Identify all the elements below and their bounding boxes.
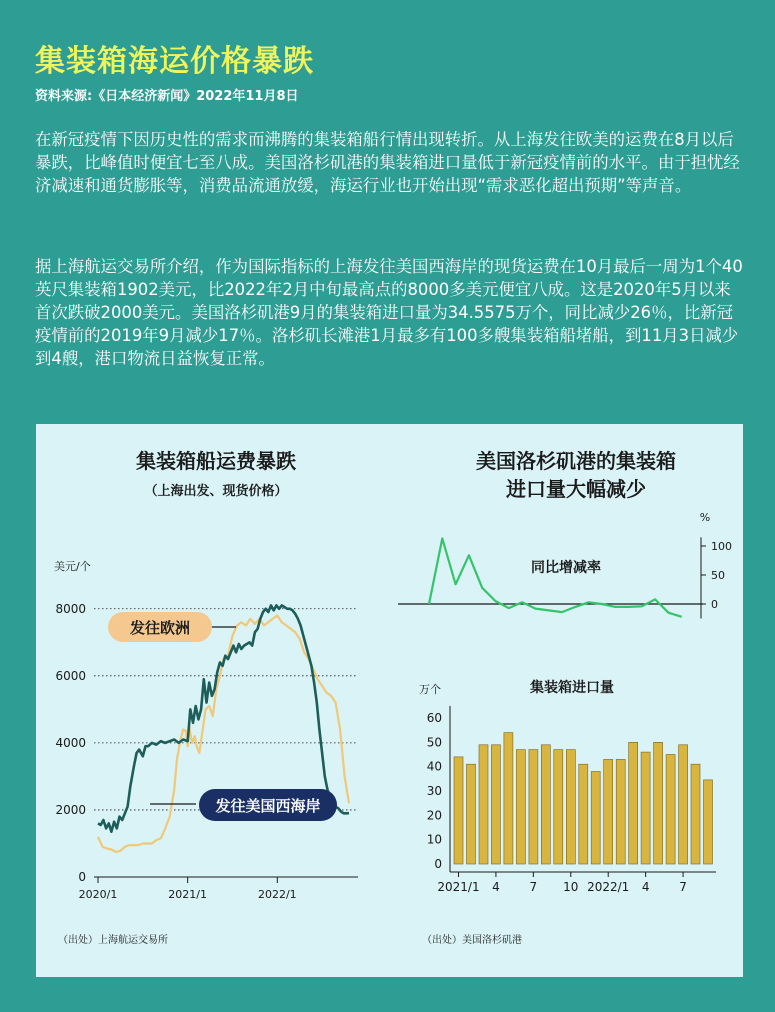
volume-y-tick-label: 40 — [426, 759, 442, 774]
article-paragraph-2: 据上海航运交易所介绍，作为国际指标的上海发往美国西海岸的现货运费在10月最后一周为1个40英尺集装箱1902美元，比2022年2月中旬最高点的8000多美元便宜八成。这是2020年5月以来首次跌破2000美元。美国洛杉矶港9月的集装箱进口量为34.5575万个，同比减少26％，比新冠疫情前的2019年9月减少17％。洛杉矶长滩港1月最多有100多艘集装箱船堵船，到11月3日减少到4艘，港口物流日益恢复正常。 — [35, 257, 743, 368]
yoy-series-label: 同比增减率 — [531, 560, 601, 576]
freight-y-tick-label: 2000 — [55, 802, 86, 817]
us-label-text: 发往美国西海岸 — [215, 797, 321, 815]
volume-bar — [516, 750, 525, 864]
freight-y-axis-label: 美元/个 — [54, 560, 91, 573]
volume-x-tick-label: 4 — [492, 880, 500, 894]
volume-bar — [604, 759, 613, 864]
charts-svg — [36, 424, 743, 977]
volume-bar — [491, 745, 500, 864]
volume-bar — [629, 742, 638, 864]
freight-y-tick-label: 0 — [78, 870, 86, 884]
freight-x-tick-label: 2022/1 — [257, 888, 297, 901]
page-title: 集装箱海运价格暴跌 — [35, 44, 314, 79]
volume-y-tick-label: 50 — [426, 735, 442, 750]
volume-bar — [467, 764, 476, 864]
volume-x-tick-label: 7 — [529, 880, 538, 894]
volume-y-tick-label: 20 — [426, 808, 442, 823]
volume-y-tick-label: 0 — [434, 857, 442, 871]
yoy-y-tick-label: 100 — [711, 540, 732, 553]
import-volume-chart — [419, 679, 716, 946]
source-line: 资料来源:《日本经济新闻》2022年11月8日 — [35, 89, 299, 104]
volume-bar — [504, 733, 513, 864]
volume-x-tick-label: 2022/1 — [587, 880, 630, 894]
freight-x-tick-label: 2021/1 — [168, 888, 208, 901]
volume-x-tick-label: 4 — [641, 880, 650, 894]
yoy-change-line — [429, 539, 682, 617]
volume-x-tick-label: 2021/1 — [437, 880, 480, 894]
volume-chart-title: 集装箱进口量 — [530, 680, 614, 696]
freight-chart-title: 集装箱船运费暴跌 — [136, 449, 296, 473]
yoy-unit-label: % — [699, 511, 711, 524]
volume-bar — [529, 750, 538, 864]
volume-bar — [704, 780, 713, 864]
yoy-y-tick-label: 0 — [711, 598, 718, 611]
volume-bar — [479, 745, 488, 864]
yoy-y-tick-label: 50 — [711, 569, 725, 582]
freight-rate-chart — [54, 449, 358, 946]
freight-source: （出处）上海航运交易所 — [58, 935, 168, 946]
freight-y-tick-label: 6000 — [55, 668, 86, 683]
volume-x-tick-label: 10 — [563, 880, 579, 894]
article-paragraph-1: 在新冠疫情下因历史性的需求而沸腾的集装箱船行情出现转折。从上海发往欧美的运费在8月以后暴跌，比峰值时便宜七至八成。美国洛杉矶港的集装箱进口量低于新冠疫情前的水平。由于担忧经济减速和通货膨胀等，消费品流通放缓，海运行业也开始出现“需求恶化超出预期”等声音。 — [35, 130, 740, 195]
volume-source: （出处）美国洛杉矶港 — [422, 935, 522, 946]
volume-y-tick-label: 10 — [426, 832, 442, 847]
volume-bar — [679, 745, 688, 864]
volume-bar — [579, 764, 588, 864]
chart-panel — [36, 424, 743, 977]
volume-bar — [666, 755, 675, 865]
volume-y-tick-label: 60 — [426, 711, 442, 725]
yoy-change-chart — [398, 449, 732, 619]
volume-y-tick-label: 30 — [426, 784, 442, 798]
volume-bar — [616, 759, 625, 864]
volume-y-axis-label: 万个 — [419, 683, 441, 696]
freight-y-tick-label: 4000 — [55, 735, 86, 750]
volume-x-tick-label: 7 — [679, 880, 687, 894]
volume-bar — [554, 750, 563, 864]
volume-bar — [591, 772, 600, 865]
volume-bar — [566, 750, 575, 864]
volume-bar — [691, 764, 700, 864]
freight-y-tick-label: 8000 — [55, 601, 86, 616]
la-chart-title-line-2: 进口量大幅减少 — [506, 477, 646, 501]
volume-bar — [654, 742, 663, 864]
volume-bar — [454, 757, 463, 864]
freight-x-tick-label: 2020/1 — [78, 888, 118, 901]
freight-chart-subtitle: （上海出发、现货价格） — [144, 484, 288, 499]
la-chart-title-line-1: 美国洛杉矶港的集装箱 — [476, 449, 676, 473]
volume-bar — [541, 745, 550, 864]
europe-label-text: 发往欧洲 — [129, 619, 191, 637]
volume-bar — [641, 752, 650, 864]
